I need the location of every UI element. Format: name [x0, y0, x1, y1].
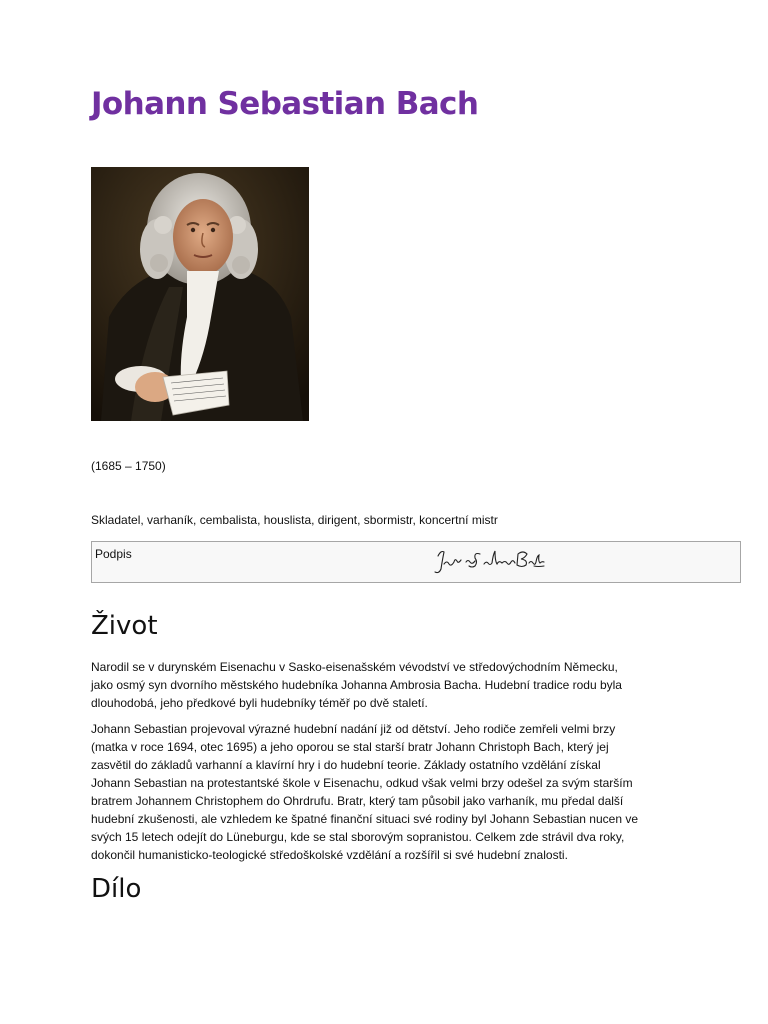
paragraph-line: zasvětil do základů varhanní a klavírní hry i do hudební teorie. Základy ostatního vzdělání získal — [91, 758, 601, 772]
paragraph-line: Johann Sebastian projevoval výrazné hudební nadání již od dětství. Jeho rodiče zemřeli velmi brzy — [91, 722, 616, 736]
paragraph — [91, 658, 691, 712]
paragraph-line: hudební zkušenosti, ale vzhledem ke špatné finanční situaci své rodiny byl Johann Sebastian nucen ve — [91, 812, 639, 826]
life-dates: (1685 – 1750) — [91, 459, 166, 473]
paragraph-line: Johann Sebastian na protestantské škole v Eisenachu, odkud však velmi brzy odešel za svým starším — [91, 776, 633, 790]
paragraph-line: (matka v roce 1694, otec 1695) a jeho oporou se stal starší bratr Johann Christoph Bach, který jej — [91, 740, 609, 754]
paragraph-line: Narodil se v durynském Eisenachu v Sasko-eisenašském vévodství ve středovýchodním Německu, — [91, 660, 618, 674]
bach-signature-image — [430, 544, 548, 578]
signature-box — [91, 541, 741, 583]
paragraph — [91, 720, 691, 864]
section-heading-dilo: Dílo — [91, 874, 142, 904]
professions-text: Skladatel, varhaník, cembalista, houslista, dirigent, sbormistr, koncertní mistr — [91, 513, 498, 527]
paragraph-line: dlouhodobá, jeho předkové byli hudebníky téměř po dvě staletí. — [91, 696, 428, 710]
paragraph-line: jako osmý syn dvorního městského hudebníka Johanna Ambrosia Bacha. Hudební tradice rodu byla — [91, 678, 622, 692]
paragraph-line: dokončil humanisticko-teologické středoškolské vzdělání a rozšířil si své hudební znalosti. — [91, 848, 568, 862]
section-heading-zivot: Život — [91, 611, 158, 641]
document-title: Johann Sebastian Bach — [91, 86, 479, 122]
paragraph-line: svých 15 letech odejít do Lüneburgu, kde se stal sborovým sopranistou. Celkem zde strávil dva roky, — [91, 830, 625, 844]
paragraph-line: bratrem Johannem Christophem do Ohrdrufu. Bratr, který tam působil jako varhaník, mu předal další — [91, 794, 624, 808]
bach-portrait-image — [91, 167, 309, 421]
signature-label: Podpis — [95, 547, 132, 561]
